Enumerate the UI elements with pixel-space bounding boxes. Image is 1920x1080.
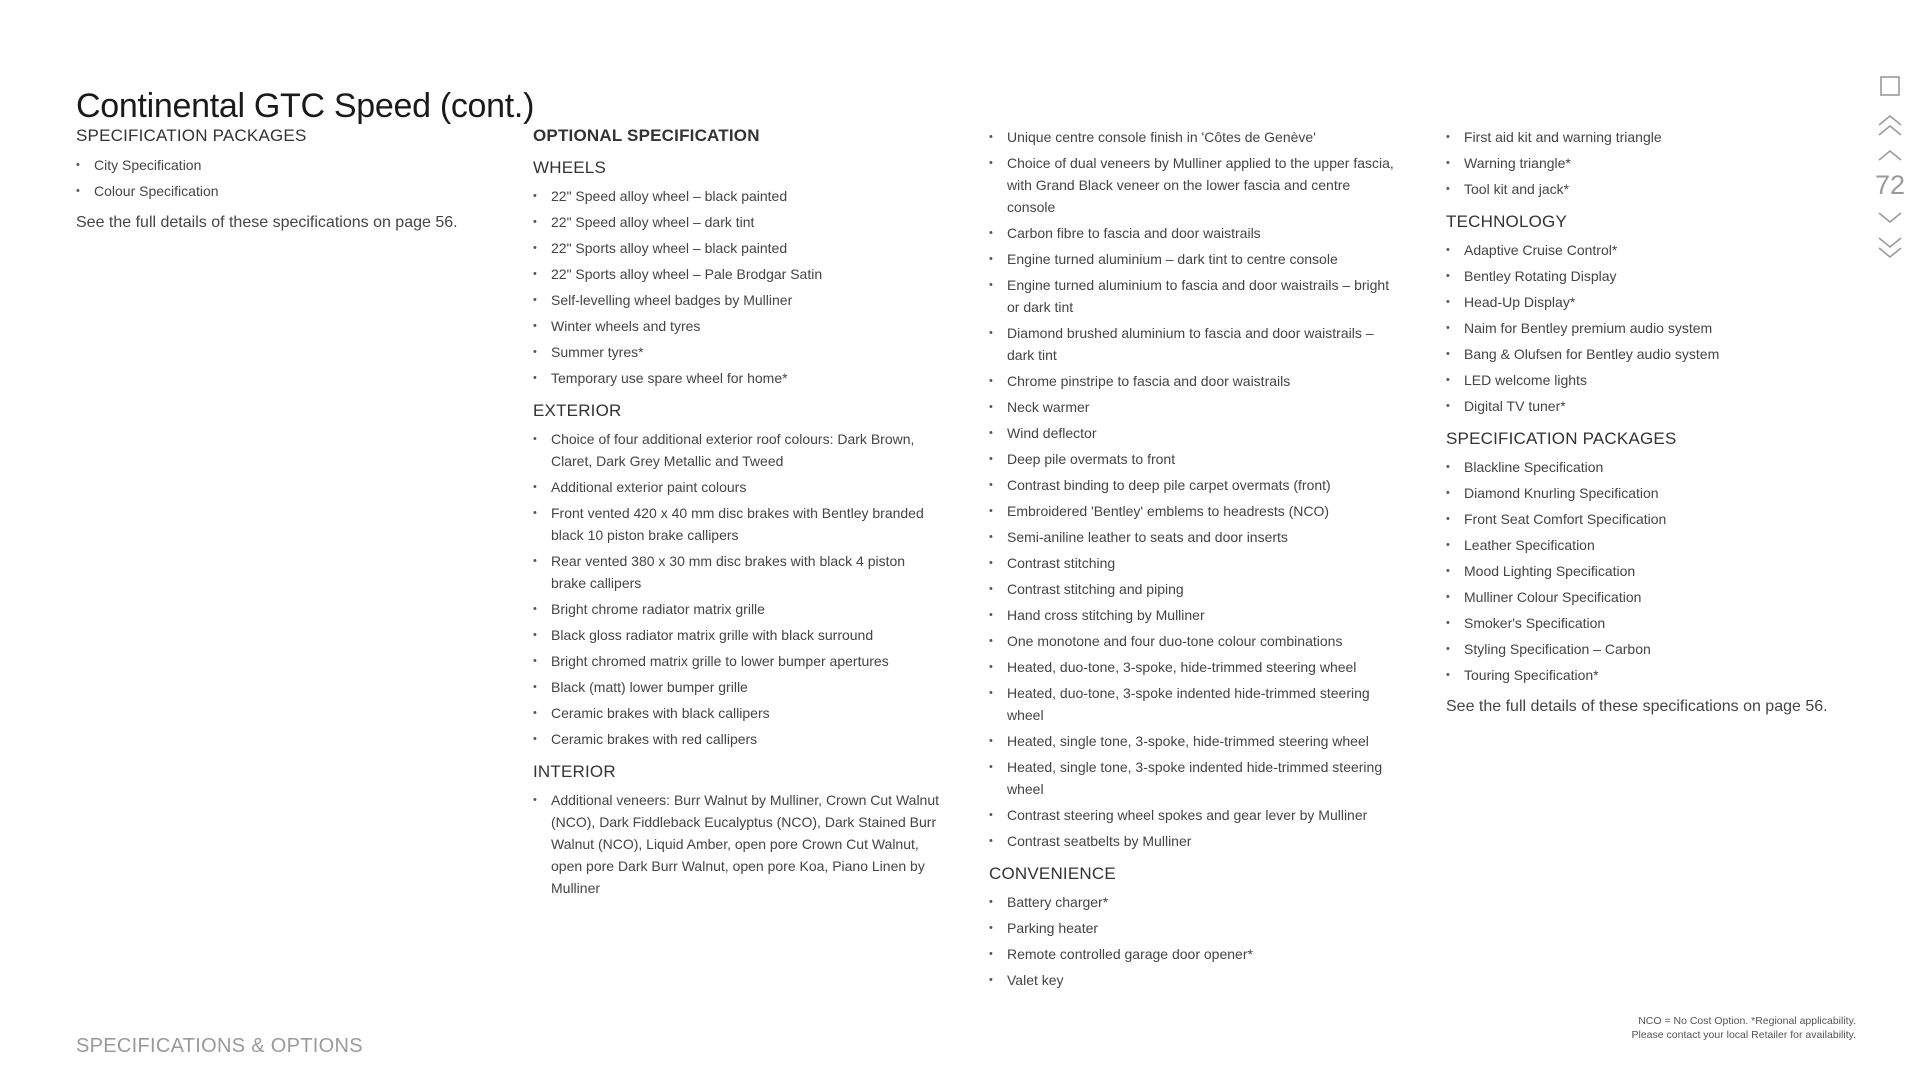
list-item: • Black (matt) lower bumper grille [533, 676, 943, 698]
page-title: Continental GTC Speed (cont.) [76, 86, 535, 125]
list-item: • Summer tyres* [533, 341, 943, 363]
spec-packages-2-heading: SPECIFICATION PACKAGES [1446, 429, 1677, 448]
list-item: • 22" Sports alloy wheel – Pale Brodgar Satin [533, 263, 943, 285]
list-item: • Styling Specification – Carbon [1446, 638, 1856, 660]
previous-page-button[interactable] [1876, 146, 1904, 164]
double-chevron-up-icon [1876, 112, 1904, 140]
square-icon [1876, 72, 1904, 100]
list-item: • Contrast binding to deep pile carpet overmats (front) [989, 474, 1399, 496]
exterior-heading: EXTERIOR [533, 401, 622, 420]
list-item: • Colour Specification [76, 180, 486, 202]
last-page-button[interactable] [1876, 233, 1904, 261]
list-item: • City Specification [76, 154, 486, 176]
spec-packages-2-note: See the full details of these specifications on page 56. [1446, 698, 1828, 715]
list-item: • Engine turned aluminium – dark tint to centre console [989, 248, 1399, 270]
list-item: • Winter wheels and tyres [533, 315, 943, 337]
list-item: • Self-levelling wheel badges by Mulliner [533, 289, 943, 311]
double-chevron-down-icon [1876, 233, 1904, 261]
footnote-line-2: Please contact your local Retailer for availability. [1631, 1029, 1856, 1041]
list-item: • Black gloss radiator matrix grille with black surround [533, 624, 943, 646]
list-item: • Battery charger* [989, 891, 1399, 913]
optional-spec-heading: OPTIONAL SPECIFICATION [533, 126, 760, 145]
list-item: • Parking heater [989, 917, 1399, 939]
list-item: • Digital TV tuner* [1446, 395, 1856, 417]
list-item: • Blackline Specification [1446, 456, 1856, 478]
list-item: • First aid kit and warning triangle [1446, 126, 1856, 148]
first-page-button[interactable] [1876, 112, 1904, 140]
next-page-button[interactable] [1876, 209, 1904, 227]
list-item: • Smoker's Specification [1446, 612, 1856, 634]
list-item: • Contrast stitching and piping [989, 578, 1399, 600]
spec-packages-heading: SPECIFICATION PACKAGES [76, 126, 307, 145]
footnote-line-1: NCO = No Cost Option. *Regional applicability. [1638, 1015, 1856, 1027]
list-item: • Adaptive Cruise Control* [1446, 239, 1856, 261]
chevron-up-icon [1876, 146, 1904, 164]
list-item: • Contrast steering wheel spokes and gear lever by Mulliner [989, 804, 1399, 826]
list-item: • Tool kit and jack* [1446, 178, 1856, 200]
list-item: • Warning triangle* [1446, 152, 1856, 174]
list-item: • Chrome pinstripe to fascia and door waistrails [989, 370, 1399, 392]
column-2 [533, 126, 943, 903]
contents-button[interactable] [1876, 72, 1904, 100]
technology-list [1446, 239, 1856, 417]
list-item: • Naim for Bentley premium audio system [1446, 317, 1856, 339]
list-item: • Valet key [989, 969, 1399, 991]
list-item: • Remote controlled garage door opener* [989, 943, 1399, 965]
chevron-down-icon [1876, 209, 1904, 227]
column-1 [76, 126, 486, 234]
list-item: • Bright chromed matrix grille to lower bumper apertures [533, 650, 943, 672]
list-item: • Heated, single tone, 3-spoke indented hide-trimmed steering wheel [989, 756, 1399, 800]
list-item: • Heated, duo-tone, 3-spoke indented hide-trimmed steering wheel [989, 682, 1399, 726]
list-item: • Unique centre console finish in 'Côtes de Genève' [989, 126, 1399, 148]
list-item: • Ceramic brakes with red callipers [533, 728, 943, 750]
list-item: • Head-Up Display* [1446, 291, 1856, 313]
list-item: • Temporary use spare wheel for home* [533, 367, 943, 389]
wheels-heading: WHEELS [533, 158, 606, 177]
interior-heading: INTERIOR [533, 762, 616, 781]
list-item: • Additional veneers: Burr Walnut by Mulliner, Crown Cut Walnut (NCO), Dark Fiddleback Eucalyptus (NCO), Dark Stained Burr Walnut (NCO), Liquid Amber, open pore Crown Cut Walnut, open pore Dark Burr Walnut, open pore Koa, Piano Linen by Mulliner [533, 789, 943, 899]
list-item: • Neck warmer [989, 396, 1399, 418]
list-item: • 22" Speed alloy wheel – black painted [533, 185, 943, 207]
list-item: • Engine turned aluminium to fascia and door waistrails – bright or dark tint [989, 274, 1399, 318]
column-4 [1446, 126, 1856, 718]
list-item: • Contrast seatbelts by Mulliner [989, 830, 1399, 852]
spec-packages-2-list [1446, 456, 1856, 686]
list-item: • Contrast stitching [989, 552, 1399, 574]
list-item: • Bang & Olufsen for Bentley audio system [1446, 343, 1856, 365]
list-item: • Choice of four additional exterior roof colours: Dark Brown, Claret, Dark Grey Metallic and Tweed [533, 428, 943, 472]
list-item: • Hand cross stitching by Mulliner [989, 604, 1399, 626]
wheels-list [533, 185, 943, 389]
list-item: • Heated, single tone, 3-spoke, hide-trimmed steering wheel [989, 730, 1399, 752]
list-item: • Leather Specification [1446, 534, 1856, 556]
list-item: • 22" Sports alloy wheel – black painted [533, 237, 943, 259]
footnote [1632, 1014, 1857, 1042]
list-item: • Heated, duo-tone, 3-spoke, hide-trimmed steering wheel [989, 656, 1399, 678]
interior-list [533, 789, 943, 899]
list-item: • LED welcome lights [1446, 369, 1856, 391]
list-item: • Diamond Knurling Specification [1446, 482, 1856, 504]
page-navigation [1875, 72, 1905, 261]
list-item: • Carbon fibre to fascia and door waistrails [989, 222, 1399, 244]
list-item: • Rear vented 380 x 30 mm disc brakes with black 4 piston brake callipers [533, 550, 943, 594]
list-item: • 22" Speed alloy wheel – dark tint [533, 211, 943, 233]
list-item: • Touring Specification* [1446, 664, 1856, 686]
list-item: • Choice of dual veneers by Mulliner applied to the upper fascia, with Grand Black veneer on the lower fascia and centre console [989, 152, 1399, 218]
list-item: • Mood Lighting Specification [1446, 560, 1856, 582]
list-item: • Front vented 420 x 40 mm disc brakes with Bentley branded black 10 piston brake callipers [533, 502, 943, 546]
list-item: • Wind deflector [989, 422, 1399, 444]
page-number: 72 [1874, 170, 1906, 200]
convenience-list [989, 891, 1399, 991]
list-item: • Semi-aniline leather to seats and door inserts [989, 526, 1399, 548]
list-item: • Front Seat Comfort Specification [1446, 508, 1856, 530]
exterior-list [533, 428, 943, 750]
list-item: • Deep pile overmats to front [989, 448, 1399, 470]
interior-continued-list [989, 126, 1399, 852]
spec-packages-note: See the full details of these specifications on page 56. [76, 214, 458, 231]
list-item: • Ceramic brakes with black callipers [533, 702, 943, 724]
list-item: • Bright chrome radiator matrix grille [533, 598, 943, 620]
convenience-heading: CONVENIENCE [989, 864, 1116, 883]
spec-packages-list [76, 154, 486, 202]
list-item: • Additional exterior paint colours [533, 476, 943, 498]
list-item: • Embroidered 'Bentley' emblems to headrests (NCO) [989, 500, 1399, 522]
section-footer: SPECIFICATIONS & OPTIONS [76, 1035, 363, 1057]
technology-heading: TECHNOLOGY [1446, 212, 1568, 231]
list-item: • Diamond brushed aluminium to fascia and door waistrails – dark tint [989, 322, 1399, 366]
list-item: • One monotone and four duo-tone colour combinations [989, 630, 1399, 652]
list-item: • Mulliner Colour Specification [1446, 586, 1856, 608]
convenience-continued-list [1446, 126, 1856, 200]
list-item: • Bentley Rotating Display [1446, 265, 1856, 287]
column-3 [989, 126, 1399, 995]
